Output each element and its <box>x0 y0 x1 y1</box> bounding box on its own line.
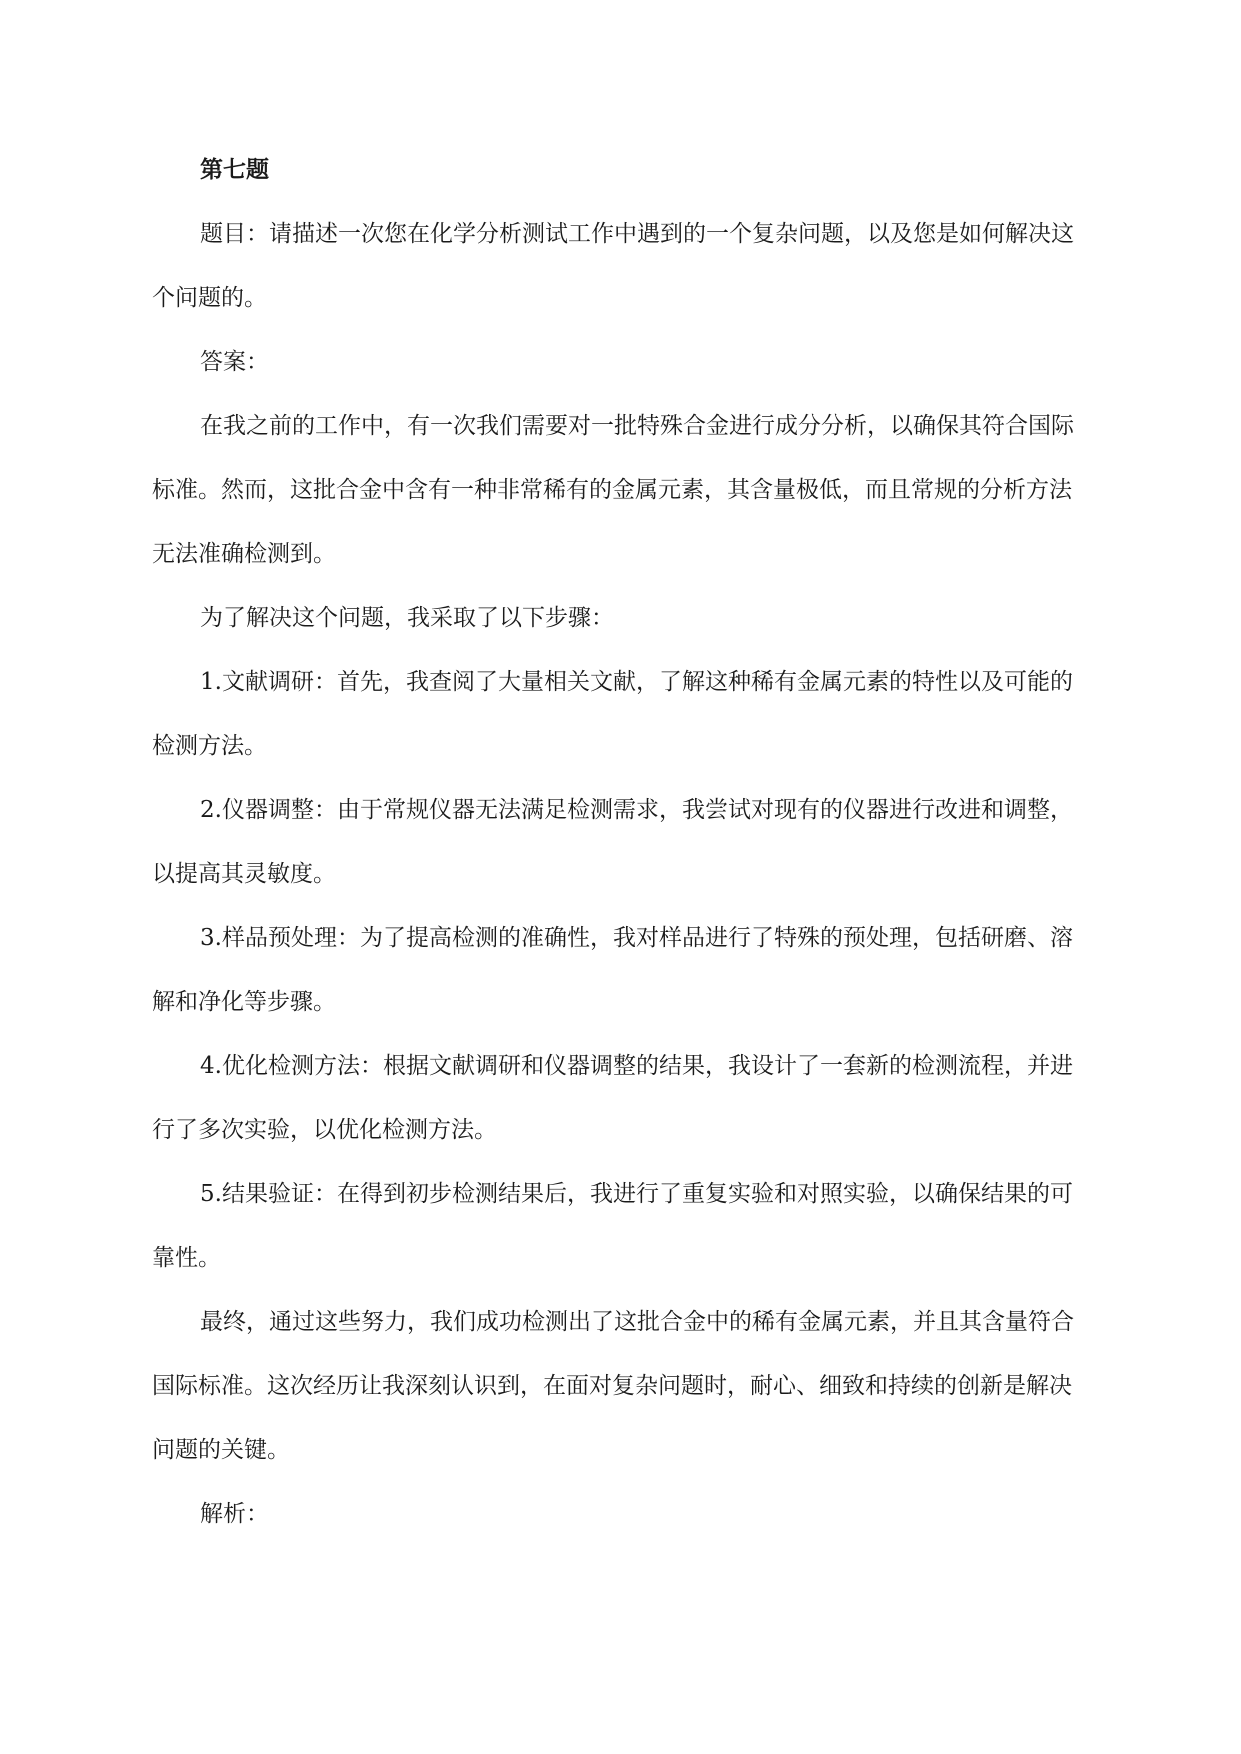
document-page <box>152 138 1092 1546</box>
answer-label: 答案： <box>200 349 269 375</box>
step-4-paragraph: 4.优化检测方法：根据文献调研和仪器调整的结果，我设计了一套新的检测流程，并进行了多次实验，以优化检测方法。 <box>152 1053 1073 1143</box>
question-prompt: 题目：请描述一次您在化学分析测试工作中遇到的一个复杂问题，以及您是如何解决这个问题的。 <box>152 221 1074 311</box>
question-title: 第七题 <box>200 157 269 183</box>
analysis-label: 解析： <box>200 1501 269 1527</box>
conclusion-paragraph: 最终，通过这些努力，我们成功检测出了这批合金中的稀有金属元素，并且其含量符合国际标准。这次经历让我深刻认识到，在面对复杂问题时，耐心、细致和持续的创新是解决问题的关键。 <box>152 1309 1074 1463</box>
answer-intro-paragraph: 在我之前的工作中，有一次我们需要对一批特殊合金进行成分分析，以确保其符合国际标准。然而，这批合金中含有一种非常稀有的金属元素，其含量极低，而且常规的分析方法无法准确检测到。 <box>152 413 1074 567</box>
steps-intro-paragraph: 为了解决这个问题，我采取了以下步骤： <box>200 605 614 631</box>
step-5-paragraph: 5.结果验证：在得到初步检测结果后，我进行了重复实验和对照实验，以确保结果的可靠性。 <box>152 1181 1073 1271</box>
step-3-paragraph: 3.样品预处理：为了提高检测的准确性，我对样品进行了特殊的预处理，包括研磨、溶解和净化等步骤。 <box>152 925 1073 1015</box>
step-2-paragraph: 2.仪器调整：由于常规仪器无法满足检测需求，我尝试对现有的仪器进行改进和调整，以提高其灵敏度。 <box>152 797 1073 887</box>
step-1-paragraph: 1.文献调研：首先，我查阅了大量相关文献，了解这种稀有金属元素的特性以及可能的检测方法。 <box>152 669 1073 759</box>
